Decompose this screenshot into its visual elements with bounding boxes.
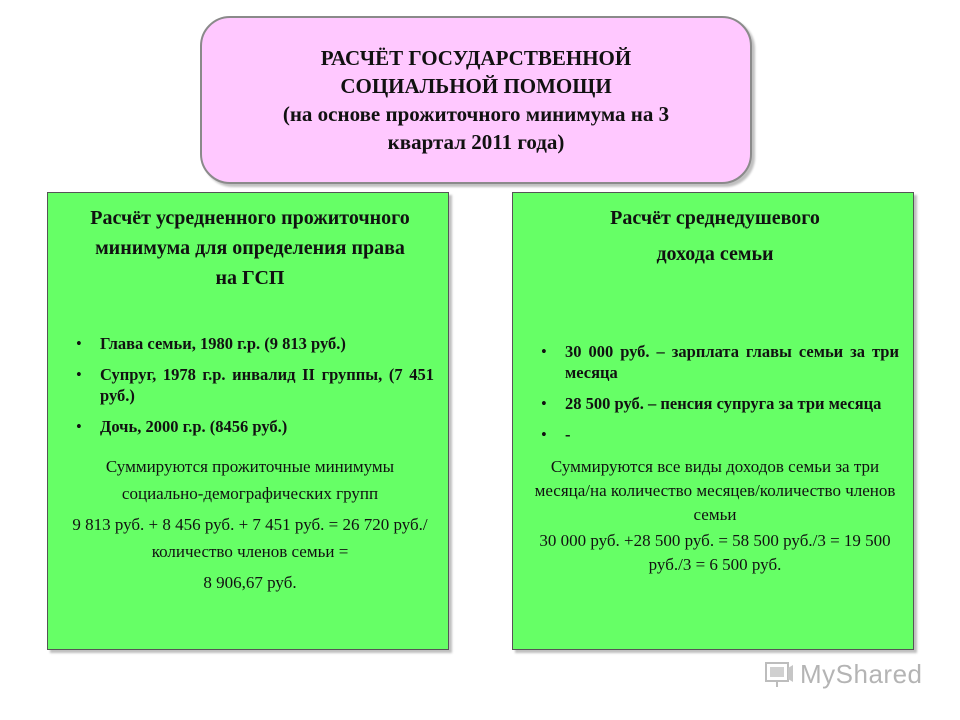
left-result: 8 906,67 руб. (203, 573, 297, 592)
bullet-dot: • (541, 342, 547, 361)
bullet-dot: • (76, 365, 82, 384)
list-item (66, 364, 434, 406)
bullet-dot: • (76, 334, 82, 353)
list-item-text: 28 500 руб. – пенсия супруга за три месяца (565, 394, 882, 413)
left-calculation: 9 813 руб. + 8 456 руб. + 7 451 руб. = 26 720 руб./количество членов семьи = (72, 515, 428, 561)
bullet-dot: • (76, 417, 82, 436)
right-summary-text: Суммируются все виды доходов семьи за три месяца/на количество месяцев/количество членов семьи (534, 457, 896, 524)
right-calculation: 30 000 руб. +28 500 руб. = 58 500 руб./3 = 19 500 руб./3 = 6 500 руб. (539, 531, 891, 574)
myshared-watermark (764, 654, 934, 694)
right-panel-title-line-2: дохода семьи (656, 243, 774, 265)
left-panel-title: Расчёт усредненного прожиточного минимума для определения права на ГСП (90, 207, 410, 289)
right-panel-average-income (512, 192, 914, 650)
list-item-text: Супруг, 1978 г.р. инвалид II группы, (7 451 руб.) (100, 365, 434, 405)
title-line-2: СОЦИАЛЬНОЙ ПОМОЩИ (340, 74, 612, 98)
title-line-4: квартал 2011 года) (387, 130, 565, 154)
left-bullet-list (66, 333, 434, 437)
list-item-text: - (565, 425, 571, 444)
list-item-text: Глава семьи, 1980 г.р. (9 813 руб.) (100, 334, 346, 353)
list-item-text: Дочь, 2000 г.р. (8456 руб.) (100, 417, 288, 436)
presentation-icon (764, 660, 794, 688)
left-summary-text: Суммируются прожиточные минимумы социально-демографических групп (105, 457, 395, 503)
right-bullet-list (531, 341, 899, 445)
list-item (531, 424, 899, 445)
list-item (66, 333, 434, 354)
bullet-dot: • (541, 394, 547, 413)
title-box (200, 16, 752, 184)
watermark-text: MyShared (800, 658, 923, 689)
title-line-3: (на основе прожиточного минимума на 3 (282, 102, 670, 126)
left-panel-average-minimum (47, 192, 449, 650)
bullet-dot: • (541, 425, 547, 444)
right-panel-title-line-1: Расчёт среднедушевого (610, 207, 820, 229)
list-item (66, 416, 434, 437)
title-line-1: РАСЧЁТ ГОСУДАРСТВЕННОЙ (320, 46, 632, 70)
list-item (531, 341, 899, 383)
list-item-text: 30 000 руб. – зарплата главы семьи за три месяца (565, 342, 899, 382)
list-item (531, 393, 899, 414)
